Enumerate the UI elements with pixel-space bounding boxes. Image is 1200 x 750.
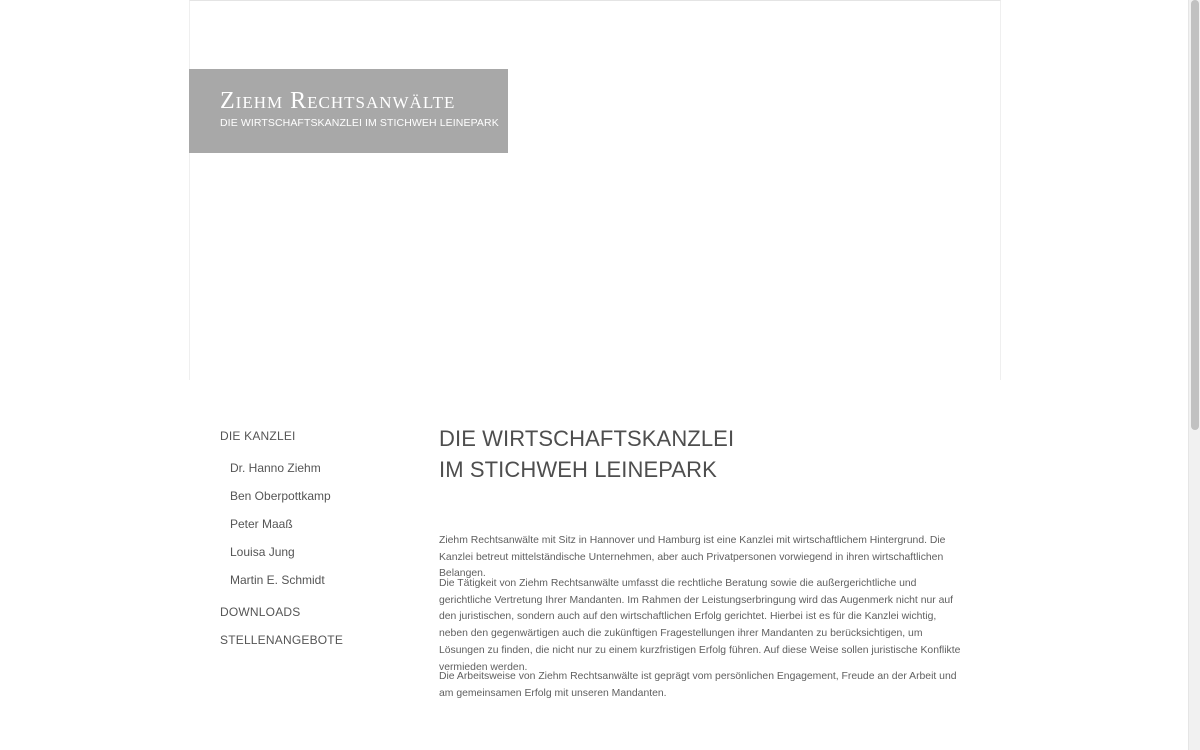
activity-paragraph: Die Tätigkeit von Ziehm Rechtsanwälte umfasst die rechtliche Beratung sowie die außergerichtliche und gerichtliche Vertretung Ihrer Mandanten. Im Rahmen der Leistungserbringung wird das Augenmerk nicht nur auf den juristischen, sondern auch auf den wirtschaftlichen Erfolg gerichtet. Hierbei ist es für die Kanzlei wichtig, neben den gegenwärtigen auch die zukünftigen Fragestellungen ihrer Mandanten zu berücksichtigen, um Lösungen zu finden, die nicht nur zu einem kurzfristigen Erfolg führen. Auf diese Weise sollen juristische Konflikte vermieden werden. — [439, 578, 961, 673]
brand-logo[interactable] — [189, 69, 508, 153]
vertical-scrollbar[interactable] — [1188, 0, 1200, 750]
sidebar-item-hanno-ziehm[interactable]: Dr. Hanno Ziehm — [230, 461, 321, 475]
page-title-line-2: IM STICHWEH LEINEPARK — [439, 457, 717, 482]
brand-title: Ziehm Rechtsanwälte — [220, 88, 456, 114]
hero-banner — [189, 0, 1001, 380]
sidebar-item-downloads[interactable]: DOWNLOADS — [220, 605, 301, 619]
working-style-paragraph: Die Arbeitsweise von Ziehm Rechtsanwälte ist geprägt vom persönlichen Engagement, Freude an der Arbeit und am gemeinsamen Erfolg mit unseren Mandanten. — [439, 671, 957, 699]
sidebar-item-die-kanzlei[interactable]: DIE KANZLEI — [220, 429, 296, 443]
sidebar-item-stellenangebote[interactable]: STELLENANGEBOTE — [220, 633, 344, 647]
sidebar-item-peter-maass[interactable]: Peter Maaß — [230, 517, 293, 531]
brand-subtitle: DIE WIRTSCHAFTSKANZLEI IM STICHWEH LEINEPARK — [220, 117, 499, 129]
scrollbar-thumb[interactable] — [1191, 0, 1199, 430]
sidebar-item-ben-oberpottkamp[interactable]: Ben Oberpottkamp — [230, 489, 331, 503]
sidebar-item-louisa-jung[interactable]: Louisa Jung — [230, 545, 295, 559]
page-title-line-1: DIE WIRTSCHAFTSKANZLEI — [439, 426, 735, 451]
sidebar-item-martin-schmidt[interactable]: Martin E. Schmidt — [230, 573, 325, 587]
page-title — [439, 423, 964, 485]
intro-paragraph: Ziehm Rechtsanwälte mit Sitz in Hannover und Hamburg ist eine Kanzlei mit wirtschaftlichem Hintergrund. Die Kanzlei betreut mittelständische Unternehmen, aber auch Privatpersonen vorwiegend in ihren wirtschaftlichen Belangen. — [439, 535, 946, 580]
main-content — [439, 423, 964, 699]
